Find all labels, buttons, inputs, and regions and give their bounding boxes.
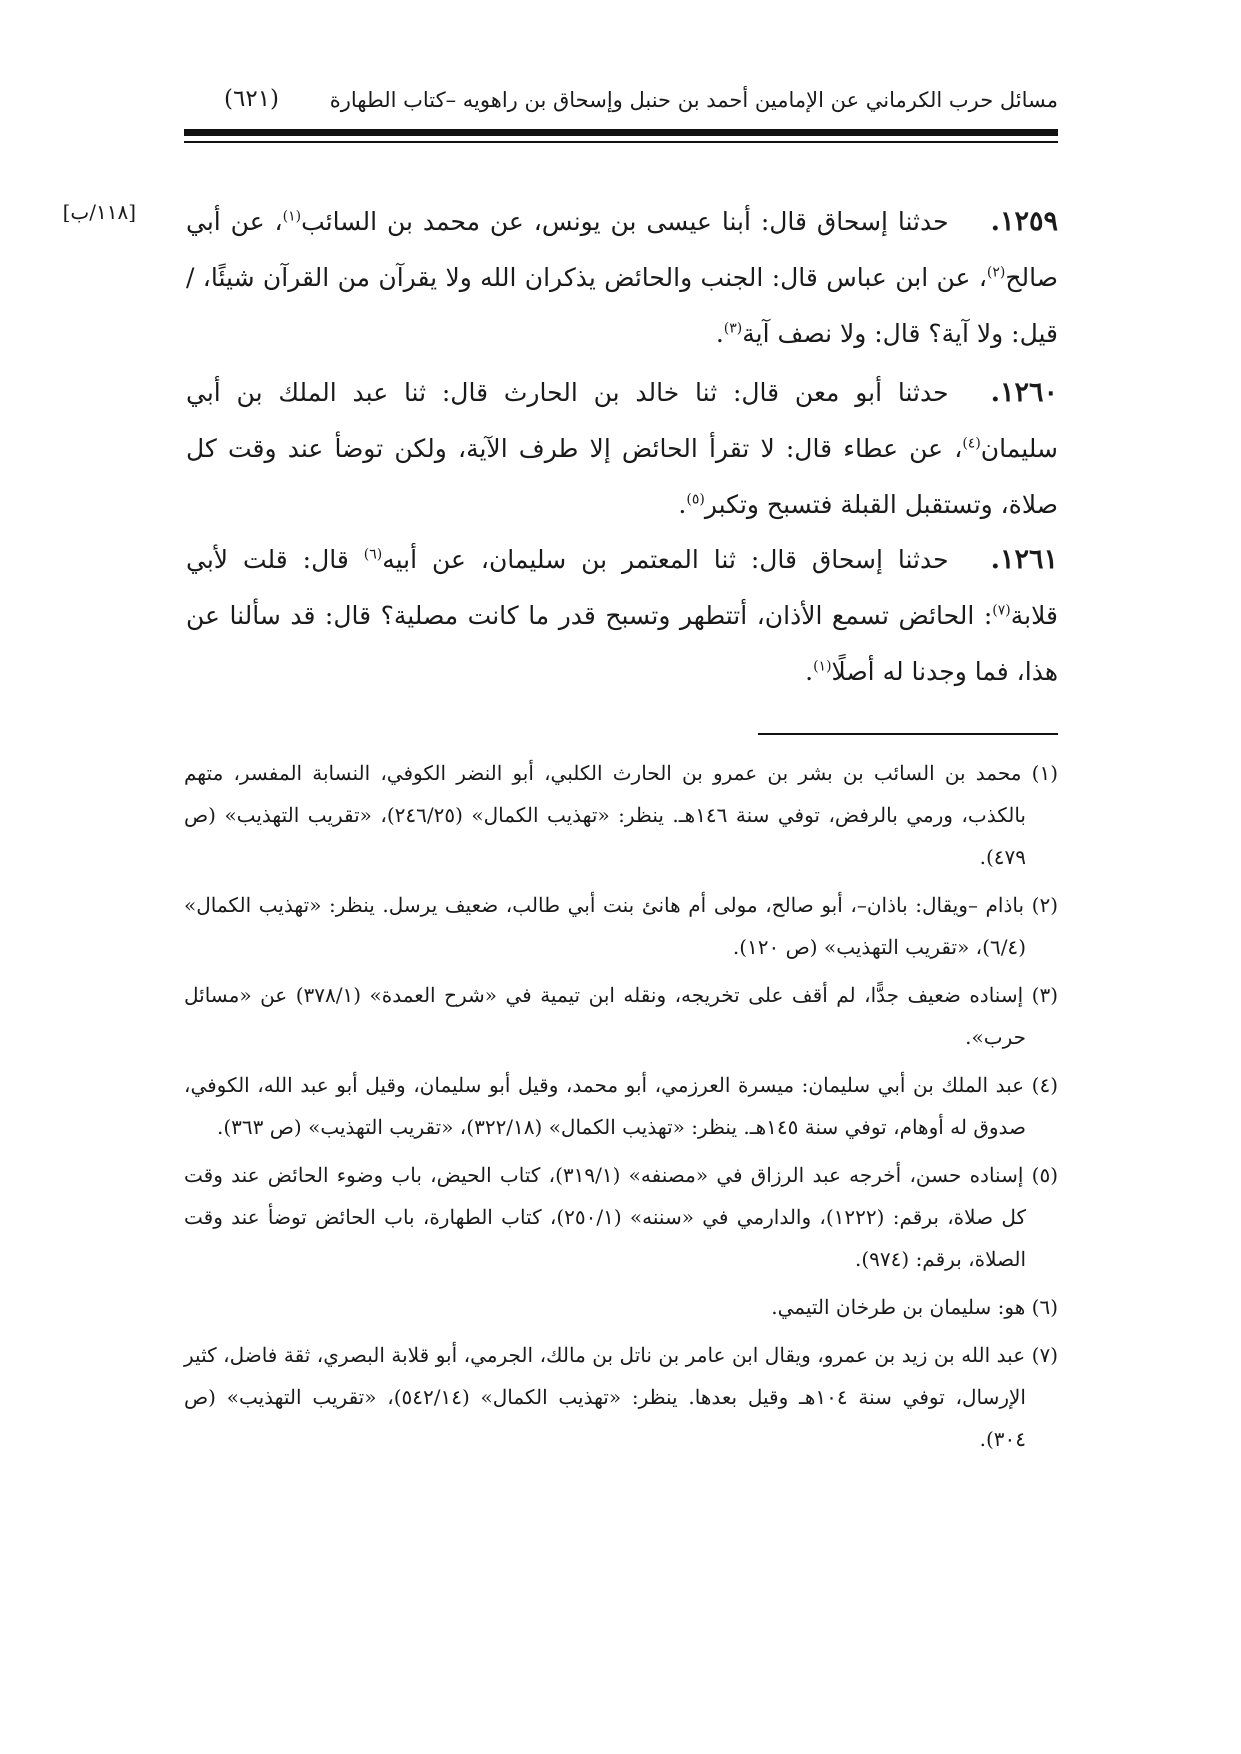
hadith-text: . (678, 490, 687, 519)
footnote-ref[interactable]: (٤) (962, 435, 981, 452)
margin-folio-note: [١١٨/ب] (62, 200, 136, 224)
hadith-text: . (805, 657, 814, 686)
footnote-separator (758, 733, 1058, 735)
page-number: (٦٢١) (224, 86, 280, 112)
header-title: مسائل حرب الكرماني عن الإمامين أحمد بن حنبل وإسحاق بن راهويه –كتاب الطهارة (329, 88, 1058, 112)
hadith-number: ١٢٥٩. (990, 206, 1058, 237)
footnote-ref[interactable]: (٢) (986, 264, 1006, 281)
hadith-text: حدثنا إسحاق قال: أبنا عيسى بن يونس، عن محمد بن السائب (301, 207, 949, 236)
footnote-6: (٦) هو: سليمان بن طرخان التيمي. (771, 1295, 1058, 1319)
hadith-text: حدثنا أبو معن قال: ثنا خالد بن الحارث قال: ثنا عبد الملك بن أبي سليمان (186, 378, 1058, 463)
header-rule-thin (184, 141, 1058, 143)
hadith-number: ١٢٦٠. (990, 377, 1058, 408)
hadith-text: . (715, 319, 724, 348)
footnote-ref[interactable]: (٦) (363, 546, 383, 563)
footnote-ref[interactable]: (١) (813, 658, 832, 675)
hadith-text: قال: قلت لأبي قلابة (186, 545, 1058, 630)
hadith-number: ١٢٦١. (990, 544, 1058, 575)
hadith-text: : الحائض تسمع الأذان، أتتطهر وتسبح قدر ما كانت مصلية؟ قال: قد سألنا عن هذا، فما وجدنا له أصلًا (186, 601, 1058, 686)
hadith-1261 (186, 532, 1058, 700)
hadith-text: ، عن عطاء قال: لا تقرأ الحائض إلا طرف الآية، ولكن توضأ عند وقت كل صلاة، وتستقبل القبلة فتسبح وتكبر (186, 434, 1058, 519)
footnote-5: (٥) إسناده حسن، أخرجه عبد الرزاق في «مصنفه» (٣١٩/١)، كتاب الحيض، باب وضوء الحائض عند وقت كل صلاة، برقم: (١٢٢٢)، والدارمي في «سننه» (٢٥٠/١)، كتاب الطهارة، باب الحائض توضأ عند وقت الصلاة، برقم: (٩٧٤). (184, 1163, 1059, 1271)
running-header (184, 82, 1058, 122)
header-rule-thick (184, 129, 1058, 136)
hadith-text: ، عن أبي صالح (186, 207, 1058, 292)
footnote-4: (٤) عبد الملك بن أبي سليمان: ميسرة العرزمي، أبو محمد، وقيل أبو سليمان، وقيل أبو عبد الله، الكوفي، صدوق له أوهام، توفي سنة ١٤٥هـ. ينظر: «تهذيب الكمال» (٣٢٢/١٨)، «تقريب التهذيب» (ص ٣٦٣). (184, 1073, 1058, 1139)
footnote-ref[interactable]: (١) (282, 208, 302, 225)
footnote-ref[interactable]: (٣) (723, 320, 743, 337)
footnote-7: (٧) عبد الله بن زيد بن عمرو، ويقال ابن عامر بن ناتل بن مالك، الجرمي، أبو قلابة البصري، ثقة فاضل، كثير الإرسال، توفي سنة ١٠٤هـ وقيل بعدها. ينظر: «تهذيب الكمال» (٥٤٢/١٤)، «تقريب التهذيب» (ص ٣٠٤). (184, 1343, 1058, 1451)
hadith-text: حدثنا إسحاق قال: ثنا المعتمر بن سليمان، عن أبيه (382, 545, 949, 574)
footnote-ref[interactable]: (٥) (686, 491, 705, 508)
hadith-1259 (186, 194, 1058, 362)
hadith-1260 (186, 365, 1058, 533)
footnote-2: (٢) باذام –ويقال: باذان–، أبو صالح، مولى أم هانئ بنت أبي طالب، ضعيف يرسل. ينظر: «تهذيب الكمال» (٦/٤)، «تقريب التهذيب» (ص ١٢٠). (184, 893, 1058, 959)
footnote-1: (١) محمد بن السائب بن بشر بن عمرو بن الحارث الكلبي، أبو النضر الكوفي، النسابة المفسر، متهم بالكذب، ورمي بالرفض، توفي سنة ١٤٦هـ. ينظر: «تهذيب الكمال» (٢٤٦/٢٥)، «تقريب التهذيب» (ص ٤٧٩). (184, 761, 1058, 869)
hadith-text: ، عن ابن عباس قال: الجنب والحائض يذكران الله ولا يقرآن من القرآن شيئًا، / قيل: ولا آية؟ قال: ولا نصف آية (186, 263, 1058, 348)
footnote-ref[interactable]: (٧) (992, 602, 1011, 619)
footnote-3: (٣) إسناده ضعيف جدًّا، لم أقف على تخريجه، ونقله ابن تيمية في «شرح العمدة» (٣٧٨/١) عن «مسائل حرب». (184, 983, 1058, 1049)
footnotes (184, 752, 1058, 1466)
